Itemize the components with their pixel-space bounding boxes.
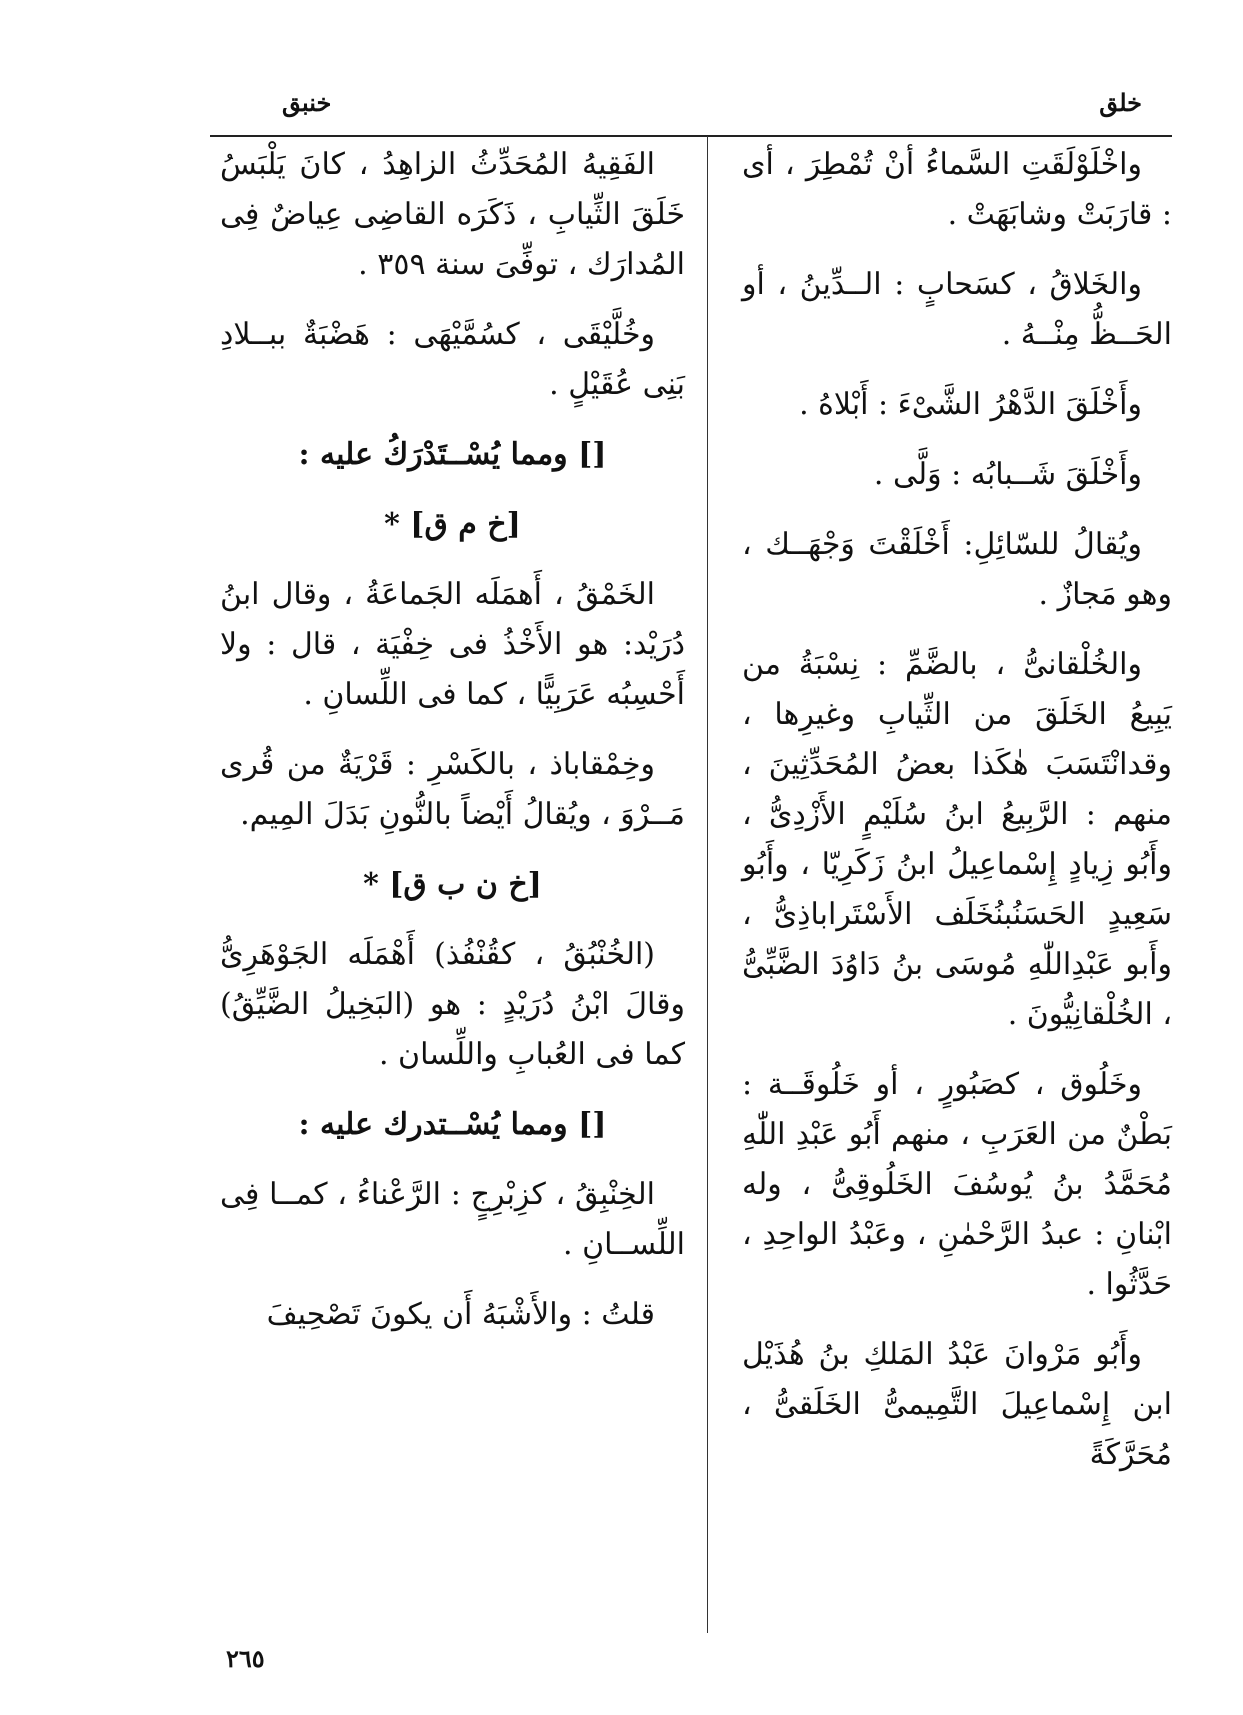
page-number: ٢٦٥ [226,1644,265,1673]
section-heading: [خ ن ب ق] * [363,867,542,902]
entry-paragraph: والخُلْقانىُّ ، بالضَّمِّ : نِسْبَةُ من يَبِيعُ الخَلَقَ من الثِّيابِ وغيرِها ، وقدانْتَسَبَ هٰكَذا بعضُ المُحَدِّثِينَ ، منهم : الرَّبِيعُ ابنُ سُلَيْمٍ الأَزْدِىُّ ، وأَبُو زِيادٍ إِسْماعِيلُ ابنُ زَكَرِيّا ، وأَبُو سَعِيدٍ الحَسَنُبنُخَلَف الأَسْتَراباذِىُّ ، وأَبو عَبْدِاللّٰهِ مُوسَى بنُ دَاوُدَ الضَّبِّىُّ ، الخُلْقانِيُّونَ . [742,647,1172,1032]
section-heading: [] ومما يُسْــتَدْرَكُ عليه : [298,437,607,472]
section-heading: [] ومما يُسْــتدرك عليه : [298,1107,607,1142]
right-column [742,140,1172,1500]
entry-paragraph: وأَخْلَقَ شَــبابُه : وَلَّى . [873,457,1142,492]
entry-paragraph: وخِمْقاباذ ، بالكَسْرِ : قَرْيَةٌ من قُرى مَــرْوَ ، ويُقالُ أَيْضاً بالنُّونِ بَدَلَ المِيم. [220,747,685,832]
header-keyword-right: خلق [1099,88,1142,117]
column-divider [707,136,708,1633]
entry-paragraph: والخَلاقُ ، كسَحابٍ : الــدِّينُ ، أو الحَــظُّ مِنْــهُ . [742,267,1172,352]
entry-paragraph: الخِنْبِقُ ، كزِبْرِجٍ : الرَّعْناءُ ، كمــا فِى اللِّســانِ . [220,1177,685,1262]
section-heading: [خ م ق] * [384,507,521,542]
left-column [220,140,685,1360]
entry-paragraph: ويُقالُ للسّائِلِ: أَخْلَقْتَ وَجْهَــك ، وهو مَجازٌ . [742,527,1172,612]
entry-paragraph: وأَبُو مَرْوانَ عَبْدُ المَلكِ بنُ هُذَيْل ابن إِسْماعِيلَ التَّمِيمىُّ الخَلَقىُّ ، مُحَرَّكَةً [742,1337,1172,1472]
entry-paragraph: واخْلَوْلَقَتِ السَّماءُ أنْ تُمْطِرَ ، أى : قارَبَتْ وشابَهَتْ . [742,147,1172,232]
header-keyword-left: خنبق [282,88,332,117]
entry-paragraph: الفَقِيهُ المُحَدِّثُ الزاهِدُ ، كانَ يَلْبَسُ خَلَقَ الثِّيابِ ، ذَكَرَه القاضِى عِياضٌ فِى المُدارَك ، توفِّىَ سنة ٣٥٩ . [220,147,685,282]
entry-paragraph: الخَمْقُ ، أَهمَلَه الجَماعَةُ ، وقال ابنُ دُرَيْد: هو الأَخْذُ فى خِفْيَة ، قال : ولا أَحْسِبُه عَرَبِيًّا ، كما فى اللِّسانِ . [220,577,685,712]
entry-paragraph: وأَخْلَقَ الدَّهْرُ الشَّىْءَ : أَبْلاهُ . [799,387,1142,422]
entry-paragraph: وخَلُوق ، كصَبُورٍ ، أو خَلُوقَــة : بَطْنٌ من العَرَبِ ، منهم أَبُو عَبْدِ اللّٰهِ مُحَمَّدُ بنُ يُوسُفَ الخَلُوقِىُّ ، وله ابْنانِ : عبدُ الرَّحْمٰنِ ، وعَبْدُ الواحِدِ ، حَدَّثُوا . [742,1067,1172,1302]
entry-paragraph: قلتُ : والأَشْبَهُ أَن يكونَ تَصْحِيفَ [266,1297,655,1332]
entry-paragraph: وخُلَّيْقَى ، كسُمَّيْهَى : هَضْبَةٌ ببــلادِ بَنِى عُقَيْلٍ . [220,317,685,402]
entry-paragraph: (الخُنْبُقُ ، كقُنْفُذ) أَهْمَلَه الجَوْهَرِىُّ وقالَ ابْنُ دُرَيْدٍ : هو (البَخِيلُ الضَّيِّقُ) كما فى العُبابِ واللِّسان . [220,937,685,1072]
header-rule [210,135,1172,137]
